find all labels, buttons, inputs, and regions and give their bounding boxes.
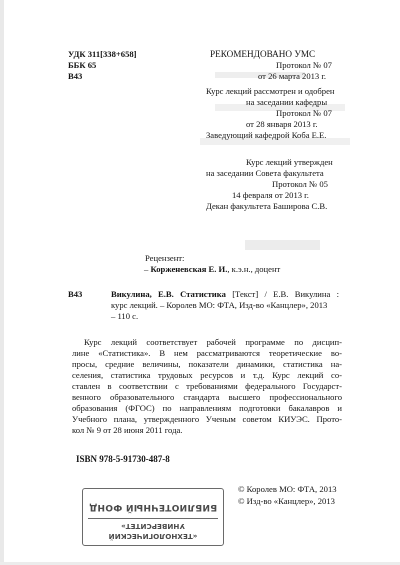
reviewer-title: , к.э.н., доцент (227, 264, 281, 274)
reviewer-dash: – (144, 264, 149, 274)
abstract-line: Учебного плана, утвержденного Ученым советом КИУЭС. Прото- (72, 414, 342, 424)
faculty-line2: на заседании Совета факультета (206, 168, 324, 178)
bibliography-line3: – 110 с. (111, 311, 139, 321)
department-date: от 28 января 2013 г. (246, 119, 318, 129)
bibliography-line2: курс лекций. – Королев МО: ФТА, Изд-во «Канцлер», 2013 (111, 300, 328, 310)
bbk-code: ББК 65 (68, 60, 97, 70)
bibliography-rest: [Текст] / Е.В. Викулина : (232, 289, 339, 299)
copyright-line1: © Королев МО: ФТА, 2013 (238, 484, 337, 494)
library-stamp (82, 488, 224, 546)
bibliography-line1 (111, 289, 339, 299)
reviewer-line (144, 264, 280, 274)
library-code: В43 (68, 71, 83, 81)
department-head: Заведующий кафедрой Коба Е.Е. (206, 130, 327, 140)
bleed-through-mark (245, 240, 320, 250)
abstract-line: образования (ФГОС) по направлениям подготовки бакалавров и (72, 403, 342, 413)
faculty-date: 14 февраля от 2013 г. (232, 190, 309, 200)
approval-title: РЕКОМЕНДОВАНО УМС (210, 49, 316, 59)
reviewer-name: Корженевская Е. И. (150, 264, 228, 274)
reviewer-label: Рецензент: (145, 253, 185, 263)
abstract-line: кол № 9 от 28 июня 2011 года. (72, 425, 183, 435)
bibliography-code: В43 (68, 289, 83, 299)
copyright-line2: © Изд-во «Канцлер», 2013 (238, 496, 335, 506)
udk-code: УДК 311[338+658] (68, 49, 137, 59)
isbn: ISBN 978-5-91730-487-8 (76, 454, 170, 464)
stamp-line1: «ТЕХНОЛОГИЧЕСКИЙ (108, 532, 198, 541)
abstract-line: просы, средние величины, показатели динамики, статистика на- (72, 359, 342, 369)
abstract-line: венного образовательного стандарта высшего профессионального (72, 392, 342, 402)
abstract-line: ставлен в соответствии с требованиями федерального Государст- (72, 381, 342, 391)
stamp-line2: УНИВЕРСИТЕТ» (121, 522, 185, 531)
abstract-line: Курс лекций соответствует рабочей программе по дисцип- (84, 337, 342, 347)
approval-protocol: Протокол № 07 (276, 60, 332, 70)
faculty-dean: Декан факультета Баширова С.В. (206, 201, 328, 211)
stamp-line3: БИБЛИОТЕЧНЫЙ ФОНД (88, 502, 218, 512)
scan-left-edge (0, 0, 4, 565)
faculty-protocol: Протокол № 05 (272, 179, 328, 189)
approval-date: от 26 марта 2013 г. (258, 71, 327, 81)
department-protocol: Протокол № 07 (276, 108, 332, 118)
bibliography-lead: Викулина, Е.В. Статистика (111, 289, 226, 299)
department-line2: на заседании кафедры (246, 97, 328, 107)
abstract-line: лине «Статистика». В нем рассматриваются теоретические во- (72, 348, 342, 358)
faculty-line1: Курс лекций утвержден (246, 157, 333, 167)
stamp-divider (88, 518, 218, 519)
abstract-line: селения, статистика трудовых ресурсов и т.д. Курс лекций со- (72, 370, 342, 380)
department-line1: Курс лекций рассмотрен и одобрен (206, 86, 335, 96)
